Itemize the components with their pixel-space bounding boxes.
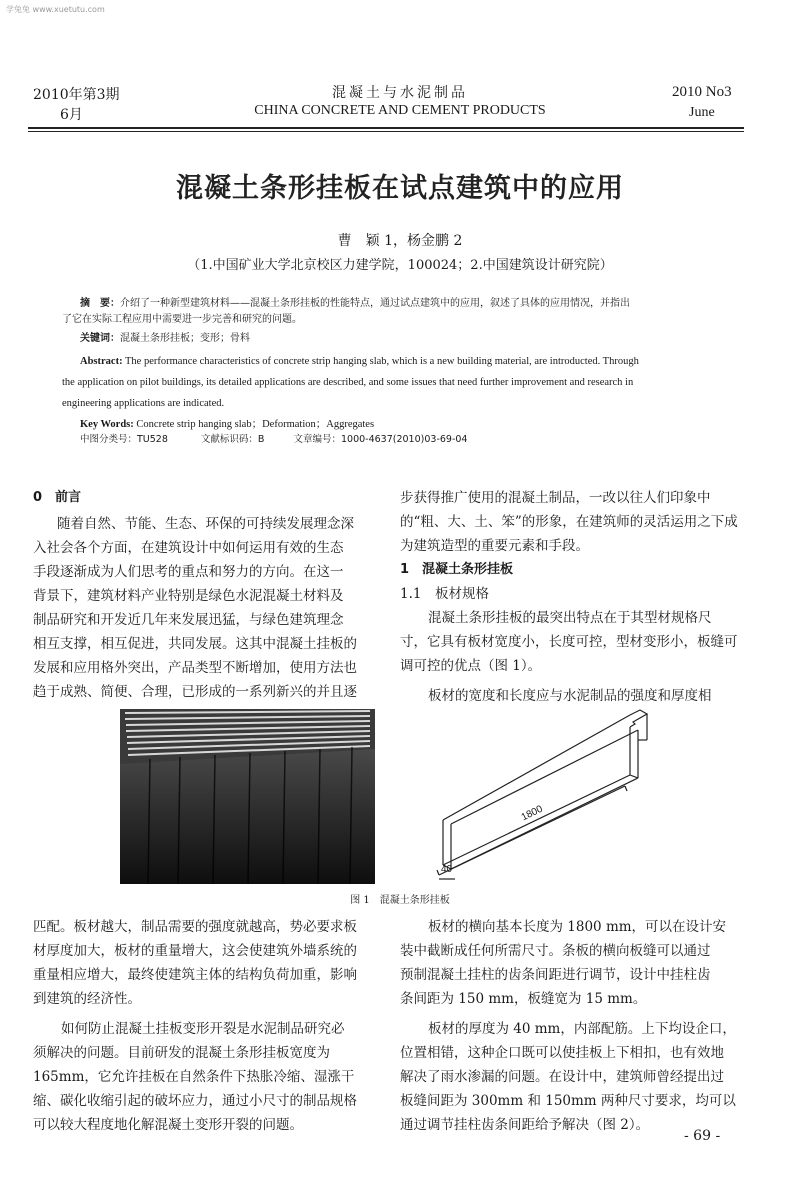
keywords-cn-label: 关键词： [80,333,120,344]
text-line: 步获得推广使用的混凝土制品，一改以往人们印象中 [400,490,711,506]
watermark: 学兔兔 www.xuetutu.com [6,5,105,14]
authors: 曹 颖 1，杨金鹏 2 [337,233,463,249]
text-line: 重量相应增大，最终使建筑主体的结构负荷加重，影响 [33,967,357,983]
slab-stack-photo [120,709,375,884]
text-line: 为建筑造型的重要元素和手段。 [400,538,589,554]
abstract-cn-text1: 介绍了一种新型建筑材料——混凝土条形挂板的性能特点，通过试点建筑中的应用，叙述了具体的应用情况，并指出 [120,298,630,309]
document-code: 文献标识码：B [200,434,265,445]
preface-line: 入社会各个方面，在建筑设计中如何运用有效的生态 [33,540,344,556]
text-line: 须解决的问题。目前研发的混凝土条形挂板宽度为 [33,1045,330,1061]
issue-number: 2010 No3 [672,84,732,100]
abstract-en-line2: the application on pilot buildings, its detailed applications are described, and some issues that need further improvement and research in [62,377,634,388]
header-rule-thin [28,131,744,132]
text-line: 匹配。板材越大，制品需要的强度就越高，势必要求板 [33,919,357,935]
text-line: 位置相错，这种企口既可以使挂板上下相扣，也有效地 [400,1045,724,1061]
preface-line: 背景下，建筑材料产业特别是绿色水泥混凝土材料及 [33,588,344,604]
keywords-cn-text: 混凝土条形挂板；变形；骨料 [120,333,250,344]
slab-line-drawing [425,700,745,885]
text-line: 材厚度加大，板材的重量增大，这会使建筑外墙系统的 [33,943,357,959]
clc-number: 中图分类号：TU528 [80,434,168,445]
keywords-en-text: Concrete strip hanging slab；Deformation；Aggregates [136,419,375,430]
right-column-bottom [400,915,745,1137]
journal-name-cn: 混凝土与水泥制品 [332,85,468,101]
section-heading-1-1: 1.1 板材规格 [400,586,489,602]
text-line: 板材的横向基本长度为 1800 mm，可以在设计安 [428,919,727,935]
text-line: 预制混凝土挂柱的齿条间距进行调节，设计中挂柱齿 [400,967,711,983]
text-line: 板材的厚度为 40 mm，内部配筋。上下均设企口， [428,1021,736,1037]
text-line: 调可控的优点（图 1）。 [400,658,542,674]
abstract-en-label: Abstract: [80,356,123,367]
journal-name-en: CHINA CONCRETE AND CEMENT PRODUCTS [254,103,546,118]
abstract-en-line1: The performance characteristics of concrete strip hanging slab, which is a new building material, are introducted. Through [125,356,639,367]
preface-line: 趋于成熟、简便、合理，已形成的一系列新兴的并且逐 [33,684,357,700]
text-line: 混凝土条形挂板的最突出特点在于其型材规格尺 [428,610,712,626]
header-rule [28,127,744,129]
issue-month: June [689,105,715,120]
text-line: 通过调节挂柱齿条间距给予解决（图 2）。 [400,1117,650,1133]
dimension-width: 40 [441,864,453,875]
right-column-top [400,486,745,708]
text-line: 板材的宽度和长度应与水泥制品的强度和厚度相 [428,688,712,704]
abstract-en [62,351,722,435]
section-heading-1: 1 混凝土条形挂板 [400,562,514,577]
preface-line: 发展和应用格外突出，产品类型不断增加，使用方法也 [33,660,357,676]
text-line: 165mm，它允许挂板在自然条件下热胀冷缩、湿涨干 [33,1069,355,1085]
text-line: 装中截断成任何所需尺寸。条板的横向板缝可以通过 [400,943,711,959]
text-line: 到建筑的经济性。 [33,991,141,1007]
text-line: 可以较大程度地化解混凝土变形开裂的问题。 [33,1117,303,1133]
issue-label: 2010年第3期 [33,87,120,103]
text-line: 缩、碳化收缩引起的破坏应力，通过小尺寸的制品规格 [33,1093,357,1109]
abstract-cn-text2: 了它在实际工程应用中需要进一步完善和研究的问题。 [62,314,302,325]
affiliation: （1.中国矿业大学北京校区力建学院，100024；2.中国建筑设计研究院） [187,258,613,273]
page-number: - 69 - [684,1128,721,1144]
keywords-en-label: Key Words: [80,419,134,430]
left-column-top [33,486,373,704]
abstract-cn [62,293,722,349]
abstract-en-line3: engineering applications are indicated. [62,398,225,409]
text-line: 如何防止混凝土挂板变形开裂是水泥制品研究必 [61,1021,345,1037]
preface-line: 随着自然、节能、生态、环保的可持续发展理念深 [57,516,354,532]
figure-caption: 图 1 混凝土条形挂板 [350,895,450,906]
preface-line: 相互支撑，相互促进，共同发展。这其中混凝土挂板的 [33,636,357,652]
left-column-bottom [33,915,373,1137]
preface-line: 手段逐渐成为人们思考的重点和努力的方向。在这一 [33,564,344,580]
preface-line: 制品研究和开发近几年来发展迅猛，与绿色建筑理念 [33,612,344,628]
article-number: 文章编号：1000-4637(2010)03-69-04 [293,434,468,445]
classification-line [80,431,467,445]
dimension-length: 1800 [519,803,545,824]
text-line: 板缝间距为 300mm 和 150mm 两种尺寸要求，均可以 [400,1093,736,1109]
text-line: 条间距为 150 mm，板缝宽为 15 mm。 [400,991,647,1007]
section-heading-preface: 0 前言 [33,490,82,505]
article-title: 混凝土条形挂板在试点建筑中的应用 [176,173,624,204]
abstract-cn-label: 摘 要： [80,298,120,309]
text-line: 寸，它具有板材宽度小，长度可控，型材变形小，板缝可 [400,634,738,650]
month-label: 6月 [60,107,83,123]
text-line: 的“粗、大、土、笨”的形象，在建筑师的灵活运用之下成 [400,514,738,530]
text-line: 解决了雨水渗漏的问题。在设计中，建筑师曾经提出过 [400,1069,724,1085]
